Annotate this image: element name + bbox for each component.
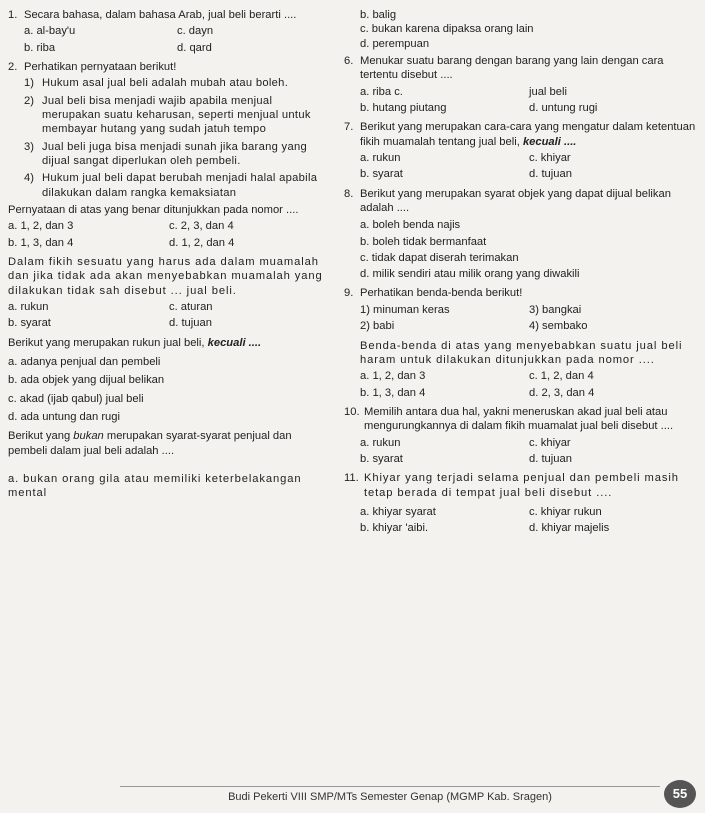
- question-10: [344, 405, 698, 467]
- option-b: b. 1, 3, dan 4: [360, 386, 426, 399]
- option-b: b. 1, 3, dan 4: [8, 236, 74, 249]
- page-number-badge: 55: [664, 780, 696, 808]
- option-a: a. rukun: [8, 300, 49, 313]
- left-column: [8, 8, 330, 504]
- option-b: b. syarat: [360, 452, 403, 465]
- question-number: 9.: [344, 286, 354, 299]
- option-d: d. ada untung dan rugi: [8, 410, 120, 423]
- option-b: b. balig: [360, 9, 397, 21]
- question-number: 7.: [344, 121, 354, 134]
- option-d: d. 1, 2, dan 4: [169, 236, 235, 249]
- question-text: Memilih antara dua hal, yakni meneruskan akad jual beli atau mengurungkannya di dalam fikih muamalat jual beli disebut ....: [364, 405, 674, 433]
- statement-1: 1) Hukum asal jual beli adalah mubah atau boleh.: [24, 77, 289, 90]
- option-a: a. khiyar syarat: [360, 505, 436, 518]
- question-text: Berikut yang bukan merupakan syarat-syarat penjual dan pembeli dalam jual beli adalah ....: [8, 430, 292, 457]
- keyword-kecuali: kecuali ....: [207, 336, 262, 349]
- option-b: b. boleh tidak bermanfaat: [360, 235, 487, 248]
- option-c: c. dayn: [177, 25, 214, 38]
- question-4: [8, 336, 330, 427]
- question-7: [344, 120, 698, 182]
- option-a: a. rukun: [360, 151, 401, 164]
- option-d: d. 2, 3, dan 4: [529, 386, 595, 399]
- question-2: [8, 60, 330, 251]
- question-text: Menukar suatu barang dengan barang yang lain dengan cara tertentu disebut ....: [360, 54, 664, 82]
- option-d: d. milik sendiri atau milik orang yang diwakili: [360, 268, 580, 281]
- option-c: jual beli: [529, 85, 567, 98]
- option-a: a. 1, 2, dan 3: [8, 220, 74, 233]
- option-a: a. bukan orang gila atau memiliki keterbelakangan mental: [8, 472, 302, 500]
- option-d: d. qard: [177, 41, 212, 54]
- option-c: c. aturan: [169, 300, 213, 313]
- option-a: a. al-bay'u: [24, 25, 76, 38]
- question-number: 6.: [344, 54, 354, 67]
- question-9: [344, 286, 698, 401]
- statement-3: 3) Jual beli juga bisa menjadi sunah jika barang yang dijual sangat diperlukan oleh pembeli.: [24, 140, 308, 167]
- option-c: c. akad (ijab qabul) jual beli: [8, 392, 144, 405]
- option-d: d. khiyar majelis: [529, 522, 610, 535]
- keyword-bukan: bukan: [73, 430, 104, 443]
- question-3: [8, 255, 330, 332]
- question-number: 8.: [344, 187, 354, 200]
- question-6: [344, 54, 698, 116]
- option-c: c. bukan karena dipaksa orang lain: [360, 23, 534, 36]
- question-number: 2.: [8, 60, 18, 73]
- question-intro: Perhatikan benda-benda berikut!: [360, 286, 523, 299]
- option-c: c. khiyar: [529, 436, 571, 449]
- option-b: b. khiyar 'aibi.: [360, 522, 429, 535]
- option-a: a. 1, 2, dan 3: [360, 370, 426, 383]
- option-b: b. syarat: [8, 317, 51, 330]
- question-1: [8, 8, 330, 56]
- question-number: 1.: [8, 9, 18, 21]
- option-d: d. untung rugi: [529, 101, 598, 114]
- question-text: Khiyar yang terjadi selama penjual dan pembeli masih tetap berada di tempat jual beli disebut ....: [364, 472, 679, 499]
- question-text: Pernyataan di atas yang benar ditunjukkan pada nomor ....: [8, 203, 299, 216]
- option-c: c. khiyar: [529, 151, 571, 164]
- question-8: [344, 187, 698, 283]
- item-4: 4) sembako: [529, 320, 588, 333]
- option-b: b. riba: [24, 41, 56, 54]
- statement-4: 4) Hukum jual beli dapat berubah menjadi halal apabila dilakukan dalam rangka kemaksiatan: [24, 172, 318, 199]
- item-2: 2) babi: [360, 320, 395, 333]
- page-footer: Budi Pekerti VIII SMP/MTs Semester Genap (MGMP Kab. Sragen): [120, 786, 660, 804]
- question-text: Secara bahasa, dalam bahasa Arab, jual beli berarti ....: [24, 9, 297, 21]
- question-5: [8, 429, 330, 500]
- option-a: a. riba c.: [360, 85, 403, 98]
- option-c: c. 1, 2, dan 4: [529, 370, 594, 383]
- question-text: Berikut yang merupakan syarat objek yang dapat dijual belikan adalah ....: [360, 187, 671, 214]
- option-a: a. adanya penjual dan pembeli: [8, 355, 161, 368]
- option-a: a. rukun: [360, 436, 401, 449]
- option-d: d. tujuan: [529, 452, 572, 465]
- keyword-kecuali: kecuali ....: [522, 135, 577, 148]
- question-text: Dalam fikih sesuatu yang harus ada dalam muamalah dan jika tidak ada akan menyebabkan muamalah yang dilakukan tidak sah disebut ... jual beli.: [8, 255, 323, 297]
- question-number: 10.: [344, 405, 360, 418]
- option-c: c. 2, 3, dan 4: [169, 220, 234, 233]
- option-b: b. hutang piutang: [360, 101, 447, 114]
- option-d: d. tujuan: [529, 168, 572, 181]
- item-1: 1) minuman keras: [360, 303, 450, 316]
- question-11: [344, 471, 698, 536]
- question-text: Berikut yang merupakan cara-cara yang mengatur dalam ketentuan fikih muamalah tentang jual beli, kecuali ....: [360, 121, 696, 148]
- item-3: 3) bangkai: [529, 303, 582, 316]
- option-d: d. perempuan: [360, 37, 430, 50]
- option-d: d. tujuan: [169, 317, 212, 330]
- question-text: Benda-benda di atas yang menyebabkan suatu jual beli haram untuk dilakukan ditunjukkan pada nomor ....: [360, 339, 683, 366]
- question-5-continued: [344, 8, 698, 51]
- question-intro: Perhatikan pernyataan berikut!: [24, 60, 177, 73]
- question-text: Berikut yang merupakan rukun jual beli, kecuali ....: [8, 336, 262, 349]
- right-column: [344, 8, 698, 541]
- question-number: 11.: [344, 472, 359, 485]
- option-b: b. syarat: [360, 168, 403, 181]
- option-c: c. tidak dapat diserah terimakan: [360, 251, 519, 264]
- option-c: c. khiyar rukun: [529, 505, 602, 518]
- statement-2: 2) Jual beli bisa menjadi wajib apabila menjual merupakan suatu keharusan, seperti menjual untuk membayar hutang yang sudah jatuh tempo: [24, 94, 311, 136]
- option-a: a. boleh benda najis: [360, 219, 461, 232]
- option-b: b. ada objek yang dijual belikan: [8, 374, 165, 387]
